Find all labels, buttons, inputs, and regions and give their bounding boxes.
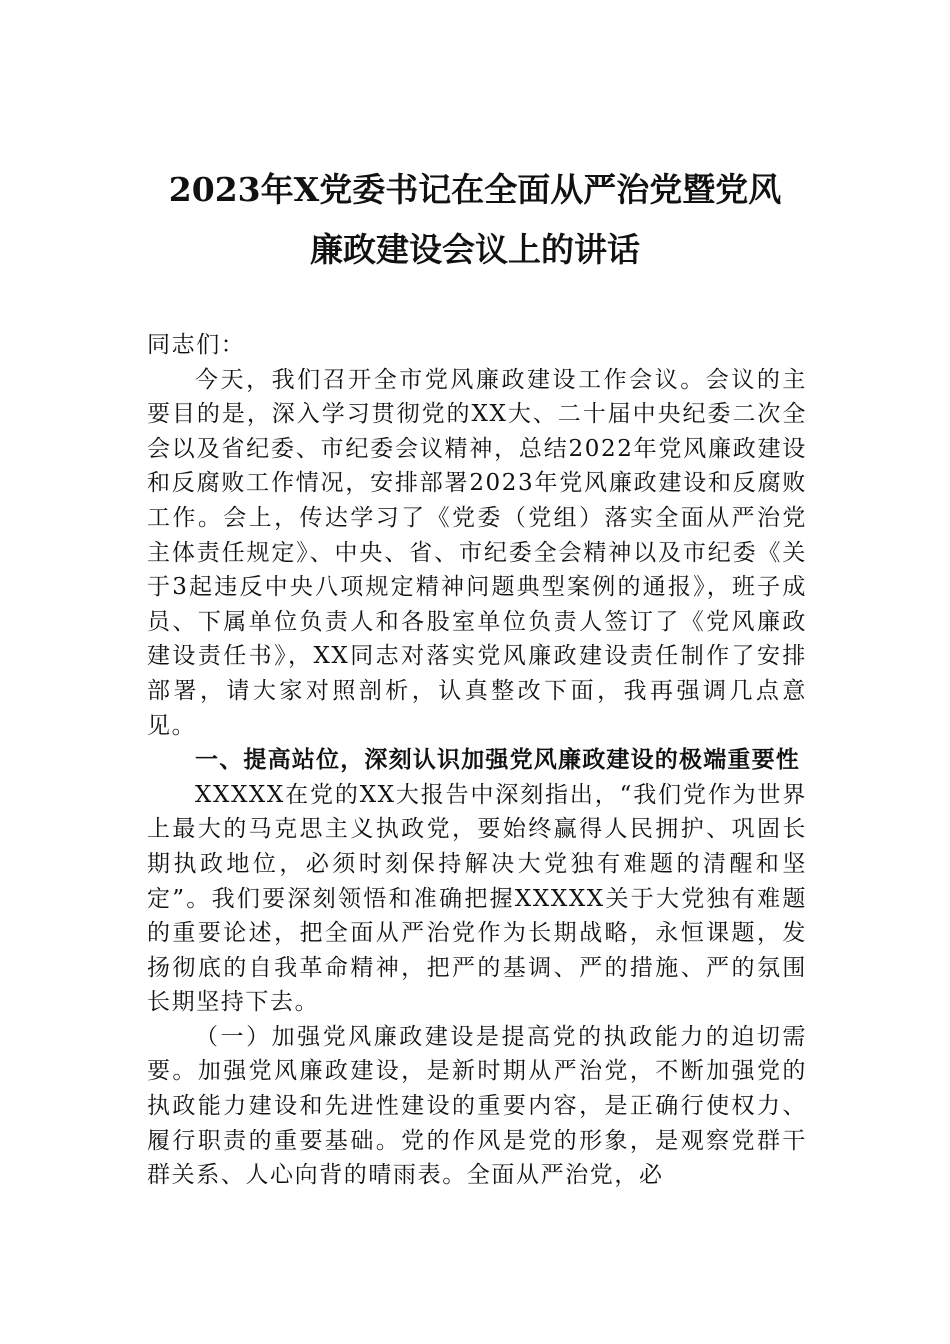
paragraph-subsection-1: （一）加强党风廉政建设是提高党的执政能力的迫切需要。加强党风廉政建设，是新时期从严治党，不断加强党的执政能力建设和先进性建设的重要内容，是正确行使权力、履行职责的重要基础。党的作风是党的形象，是观察党群干群关系、人心向背的晴雨表。全面从严治党，必: [147, 1023, 807, 1189]
document-body: [147, 328, 807, 1193]
salutation: 同志们：: [147, 332, 246, 358]
title-line-2: 廉政建设会议上的讲话: [310, 230, 640, 269]
title-line-1: 2023年X党委书记在全面从严治党暨党风: [168, 170, 782, 209]
document-title: [120, 160, 830, 280]
paragraph-intro: 今天，我们召开全市党风廉政建设工作会议。会议的主要目的是，深入学习贯彻党的XX大、二十届中央纪委二次全会以及省纪委、市纪委会议精神，总结2022年党风廉政建设和反腐败工作情况，安排部署2023年党风廉政建设和反腐败工作。会上，传达学习了《党委（党组）落实全面从严治党主体责任规定》、中央、省、市纪委全会精神以及市纪委《关于3起违反中央八项规定精神问题典型案例的通报》，班子成员、下属单位负责人和各股室单位负责人签订了《党风廉政建设责任书》，XX同志对落实党风廉政建设责任制作了安排部署，请大家对照剖析，认真整改下面，我再强调几点意见。: [147, 366, 807, 739]
section-heading-1: 一、提高站位，深刻认识加强党风廉政建设的极端重要性: [195, 747, 800, 774]
paragraph-section-1: XXXXX在党的XX大报告中深刻指出，“我们党作为世界上最大的马克思主义执政党，要始终赢得人民拥护、巩固长期执政地位，必须时刻保持解决大党独有难题的清醒和坚定”。我们要深刻领悟和准确把握XXXXX关于大党独有难题的重要论述，把全面从严治党作为长期战略，永恒课题，发扬彻底的自我革命精神，把严的基调、严的措施、严的氛围长期坚持下去。: [147, 781, 807, 1016]
